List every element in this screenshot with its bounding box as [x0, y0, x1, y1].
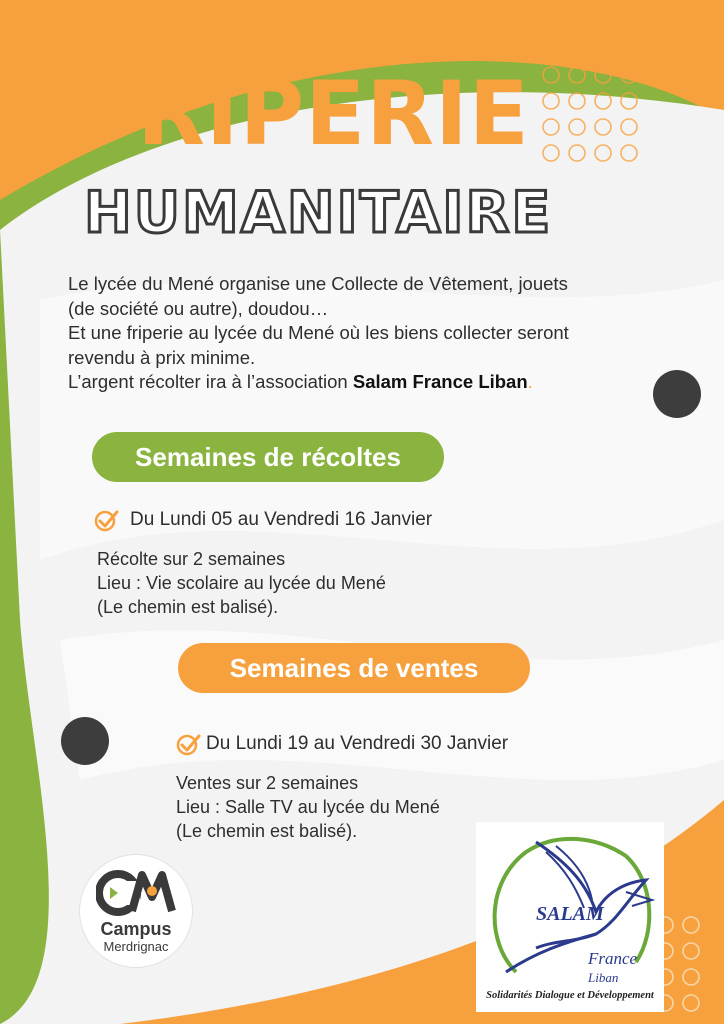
collecte-detail: Lieu : Vie scolaire au lycée du Mené [97, 573, 386, 593]
ventes-details [176, 771, 440, 843]
campus-label: Campus [100, 919, 172, 939]
check-circle-icon [176, 732, 202, 756]
ventes-dates: Du Lundi 19 au Vendredi 30 Janvier [206, 733, 509, 754]
collecte-dates-row [94, 508, 432, 532]
ventes-detail: Ventes sur 2 semaines [176, 773, 359, 793]
decor-dot-left [61, 717, 109, 765]
ventes-dates-row [176, 732, 508, 756]
intro-line: (de société ou autre), doudou… [68, 297, 329, 319]
ventes-heading-pill: Semaines de ventes [178, 643, 530, 693]
salam-france-liban-logo [476, 822, 664, 1012]
merdrignac-label: Merdrignac [103, 939, 169, 954]
salam-caption: Solidarités Dialogue et Développement [486, 990, 654, 1001]
dove-icon [476, 822, 664, 990]
collecte-dates: Du Lundi 05 au Vendredi 16 Janvier [130, 509, 433, 530]
ventes-detail: Lieu : Salle TV au lycée du Mené [176, 797, 440, 817]
collecte-detail: (Le chemin est balisé). [97, 597, 279, 617]
association-name: Salam France Liban [352, 371, 528, 392]
intro-line: Et une friperie au lycée du Mené où les biens collecter seront [68, 322, 569, 343]
intro-prefix: L’argent récolter ira à l’association [68, 371, 353, 392]
intro-line: Le lycée du Mené organise une Collecte de Vêtement, jouets [68, 273, 568, 294]
collecte-heading-pill: Semaines de récoltes [92, 432, 444, 482]
intro-line: revendu à prix minime. [68, 346, 256, 368]
collecte-detail: Récolte sur 2 semaines [97, 549, 286, 569]
salam-name: SALAM [536, 903, 604, 925]
salam-liban: Liban [588, 970, 619, 985]
check-circle-icon [94, 508, 120, 532]
campus-logo-mark-icon [96, 867, 176, 919]
intro-line [68, 370, 708, 395]
intro-suffix: . [527, 371, 533, 392]
ventes-detail: (Le chemin est balisé). [176, 821, 358, 841]
title-friperie: FRIPERIE [76, 62, 530, 165]
campus-merdrignac-logo [80, 855, 192, 967]
collecte-details [97, 547, 386, 619]
intro-text [68, 272, 708, 395]
salam-france: France [588, 949, 638, 968]
title-humanitaire: HUMANITAIRE [84, 180, 553, 246]
